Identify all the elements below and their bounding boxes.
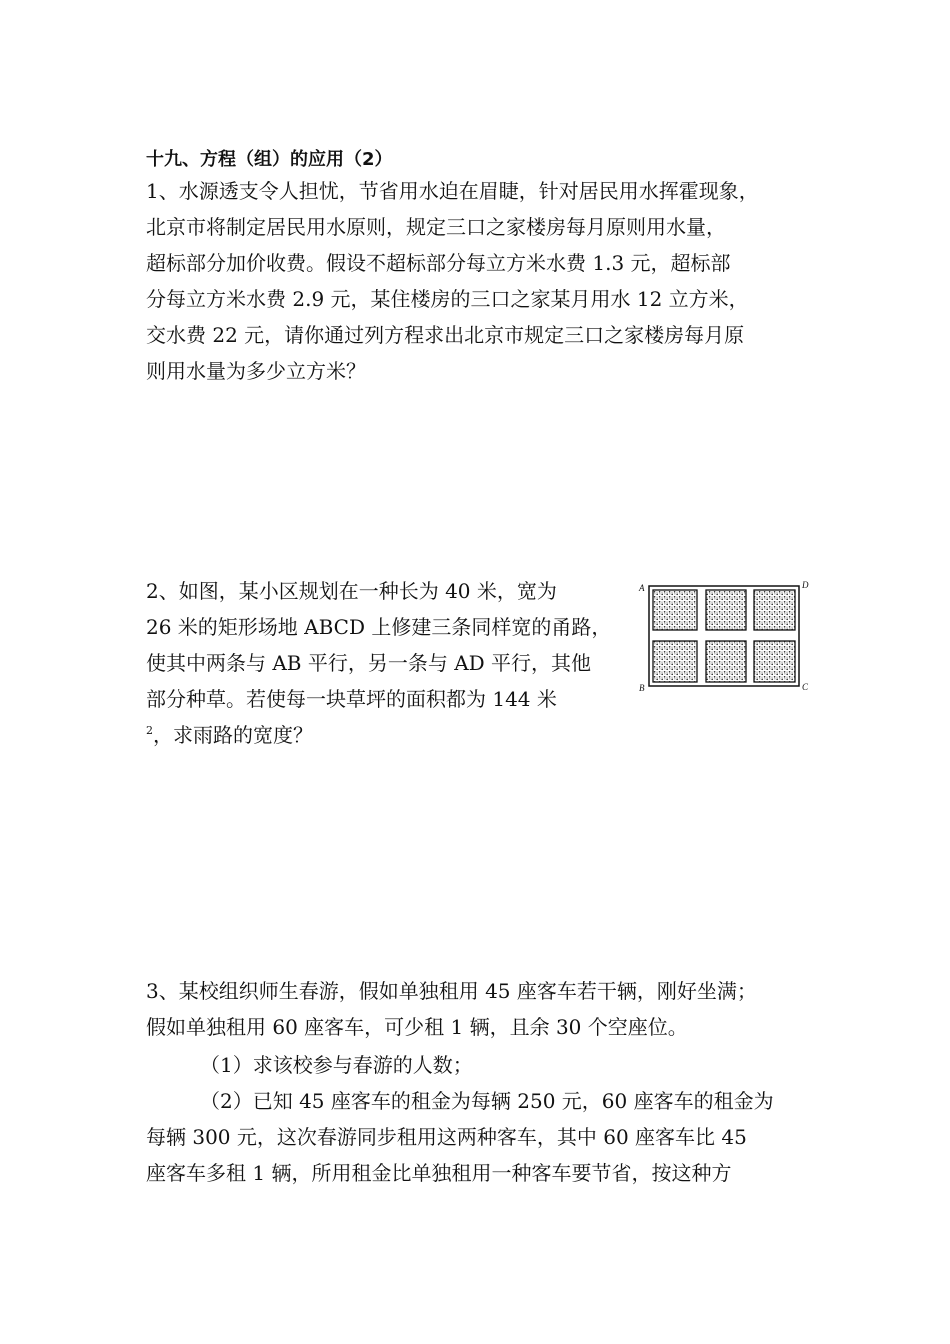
q1-line-3: 超标部分加价收费。假设不超标部分每立方米水费 1.3 元，超标部	[146, 251, 731, 275]
label-a: A	[639, 583, 645, 593]
lawn-plot	[754, 590, 795, 630]
section-title: 十九、方程（组）的应用（2）	[146, 149, 393, 170]
squared-superscript: 2	[146, 724, 153, 737]
lawn-plot	[754, 641, 795, 682]
q1-line-6: 则用水量为多少立方米？	[146, 359, 366, 383]
q3-line-2: 假如单独租用 60 座客车，可少租 1 辆，且余 30 个空座位。	[146, 1015, 688, 1039]
q2-line-5	[146, 722, 313, 748]
q2-line-3: 使其中两条与 AB 平行，另一条与 AD 平行，其他	[146, 651, 592, 675]
lawn-figure	[636, 578, 816, 696]
q2-line-4: 部分种草。若使每一块草坪的面积都为 144 米	[146, 687, 557, 711]
label-b: B	[639, 683, 645, 693]
q3-sub-2-line-3: 座客车多租 1 辆，所用租金比单独租用一种客车要节省，按这种方	[146, 1161, 732, 1185]
lawn-plot	[706, 590, 746, 630]
q1-line-2: 北京市将制定居民用水原则，规定三口之家楼房每月原则用水量，	[146, 215, 726, 239]
q2-line-2: 26 米的矩形场地 ABCD 上修建三条同样宽的甬路，	[146, 615, 612, 639]
label-c: C	[802, 682, 809, 692]
label-d: D	[802, 580, 809, 590]
q1-line-1: 1、水源透支令人担忧，节省用水迫在眉睫，针对居民用水挥霍现象，	[146, 179, 759, 203]
lawn-plot	[653, 641, 697, 682]
q1-line-4: 分每立方米水费 2.9 元，某住楼房的三口之家某月用水 12 立方米，	[146, 287, 749, 311]
q3-sub-2: （2）已知 45 座客车的租金为每辆 250 元，60 座客车的租金为	[200, 1089, 774, 1113]
lawn-plot	[653, 590, 697, 630]
q1-line-5: 交水费 22 元，请你通过列方程求出北京市规定三口之家楼房每月原	[146, 323, 745, 347]
lawn-plot	[706, 641, 746, 682]
q2-line-5-text: ，求雨路的宽度？	[153, 723, 313, 747]
q3-sub-2-line-2: 每辆 300 元，这次春游同步租用这两种客车，其中 60 座客车比 45	[146, 1125, 747, 1149]
q2-line-1: 2、如图，某小区规划在一种长为 40 米，宽为	[146, 579, 557, 603]
q3-line-1: 3、某校组织师生春游，假如单独租用 45 座客车若干辆，刚好坐满；	[146, 979, 757, 1003]
q3-sub-1: （1）求该校参与春游的人数；	[200, 1053, 473, 1077]
